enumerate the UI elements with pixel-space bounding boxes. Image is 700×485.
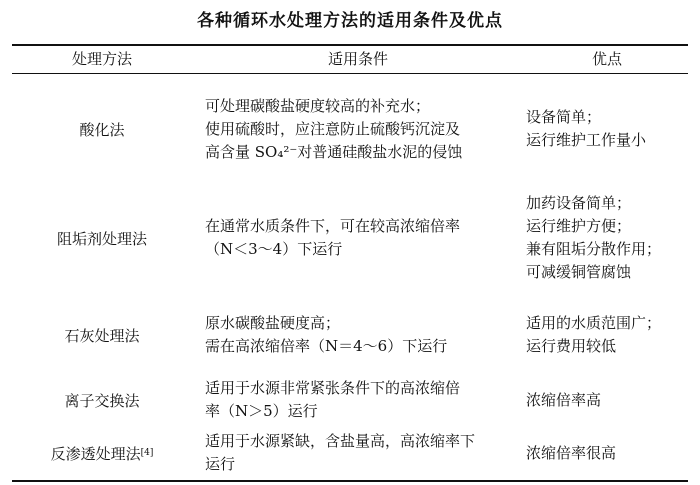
conditions-cell (205, 87, 529, 171)
bottom-rule (12, 480, 688, 482)
method-cell: 反渗透处理法 [4] (50, 444, 154, 463)
conditions-line: （N＜3～4）下运行 (205, 240, 343, 258)
conditions-cell (205, 428, 529, 478)
conditions-cell (205, 185, 529, 291)
advantages-line: 运行费用较低 (526, 337, 617, 355)
conditions-line: 在通常水质条件下，可在较高浓缩倍率 (205, 217, 461, 235)
advantages-cell (526, 371, 688, 429)
table-row (12, 185, 688, 291)
advantages-line: 加药设备简单； (526, 194, 632, 212)
advantages-line: 运行维护方便； (526, 217, 632, 235)
method-cell (12, 87, 192, 171)
conditions-line: 可处理碳酸盐硬度较高的补充水； (205, 96, 431, 115)
conditions-line: 原水碳酸盐硬度高； (205, 314, 341, 332)
table-row (12, 428, 688, 478)
table-title: 各种循环水处理方法的适用条件及优点 (197, 11, 503, 31)
advantages-line: 兼有阻垢分散作用； (526, 240, 662, 258)
conditions-line: 适用于水源紧缺，含盐量高，高浓缩率下 (205, 432, 476, 450)
table-row (12, 371, 688, 429)
method-name: 酸化法 (79, 120, 125, 139)
header-conditions: 适用条件 (327, 50, 388, 68)
advantages-line: 可减缓铜管腐蚀 (526, 263, 632, 281)
advantages-line: 浓缩倍率很高 (526, 443, 617, 462)
conditions-line: 率（N＞5）运行 (205, 402, 318, 420)
conditions-cell (205, 371, 529, 429)
method-name: 石灰处理法 (64, 326, 140, 345)
advantages-line: 浓缩倍率高 (526, 390, 602, 409)
top-rule (12, 44, 688, 46)
conditions-line: 适用于水源非常紧张条件下的高浓缩倍 (205, 379, 461, 397)
method-cell (12, 185, 192, 291)
method-cell (12, 306, 192, 364)
method-name: 离子交换法 (64, 391, 140, 410)
table-row (12, 306, 688, 364)
advantages-cell (526, 87, 688, 171)
method-cell (12, 371, 192, 429)
advantages-cell (526, 428, 688, 478)
conditions-line: 使用硫酸时，应注意防止硫酸钙沉淀及 (205, 119, 461, 138)
method-name: 反渗透处理法 (50, 444, 141, 463)
conditions-line: 高含量 SO₄²⁻对普通硅酸盐水泥的侵蚀 (205, 142, 463, 161)
advantages-cell (526, 306, 688, 364)
conditions-line: 需在高浓缩倍率（N＝4～6）下运行 (205, 337, 448, 355)
method-name: 阻垢剂处理法 (56, 229, 147, 248)
advantages-cell (526, 185, 688, 291)
conditions-cell (205, 306, 529, 364)
table-row (12, 87, 688, 171)
advantages-line: 适用的水质范围广； (526, 314, 662, 332)
header-method: 处理方法 (71, 50, 132, 68)
header-advantages: 优点 (591, 50, 622, 68)
header-rule (12, 73, 688, 74)
advantages-line: 运行维护工作量小 (526, 131, 647, 149)
conditions-line: 运行 (205, 455, 236, 473)
advantages-line: 设备简单； (526, 108, 602, 126)
